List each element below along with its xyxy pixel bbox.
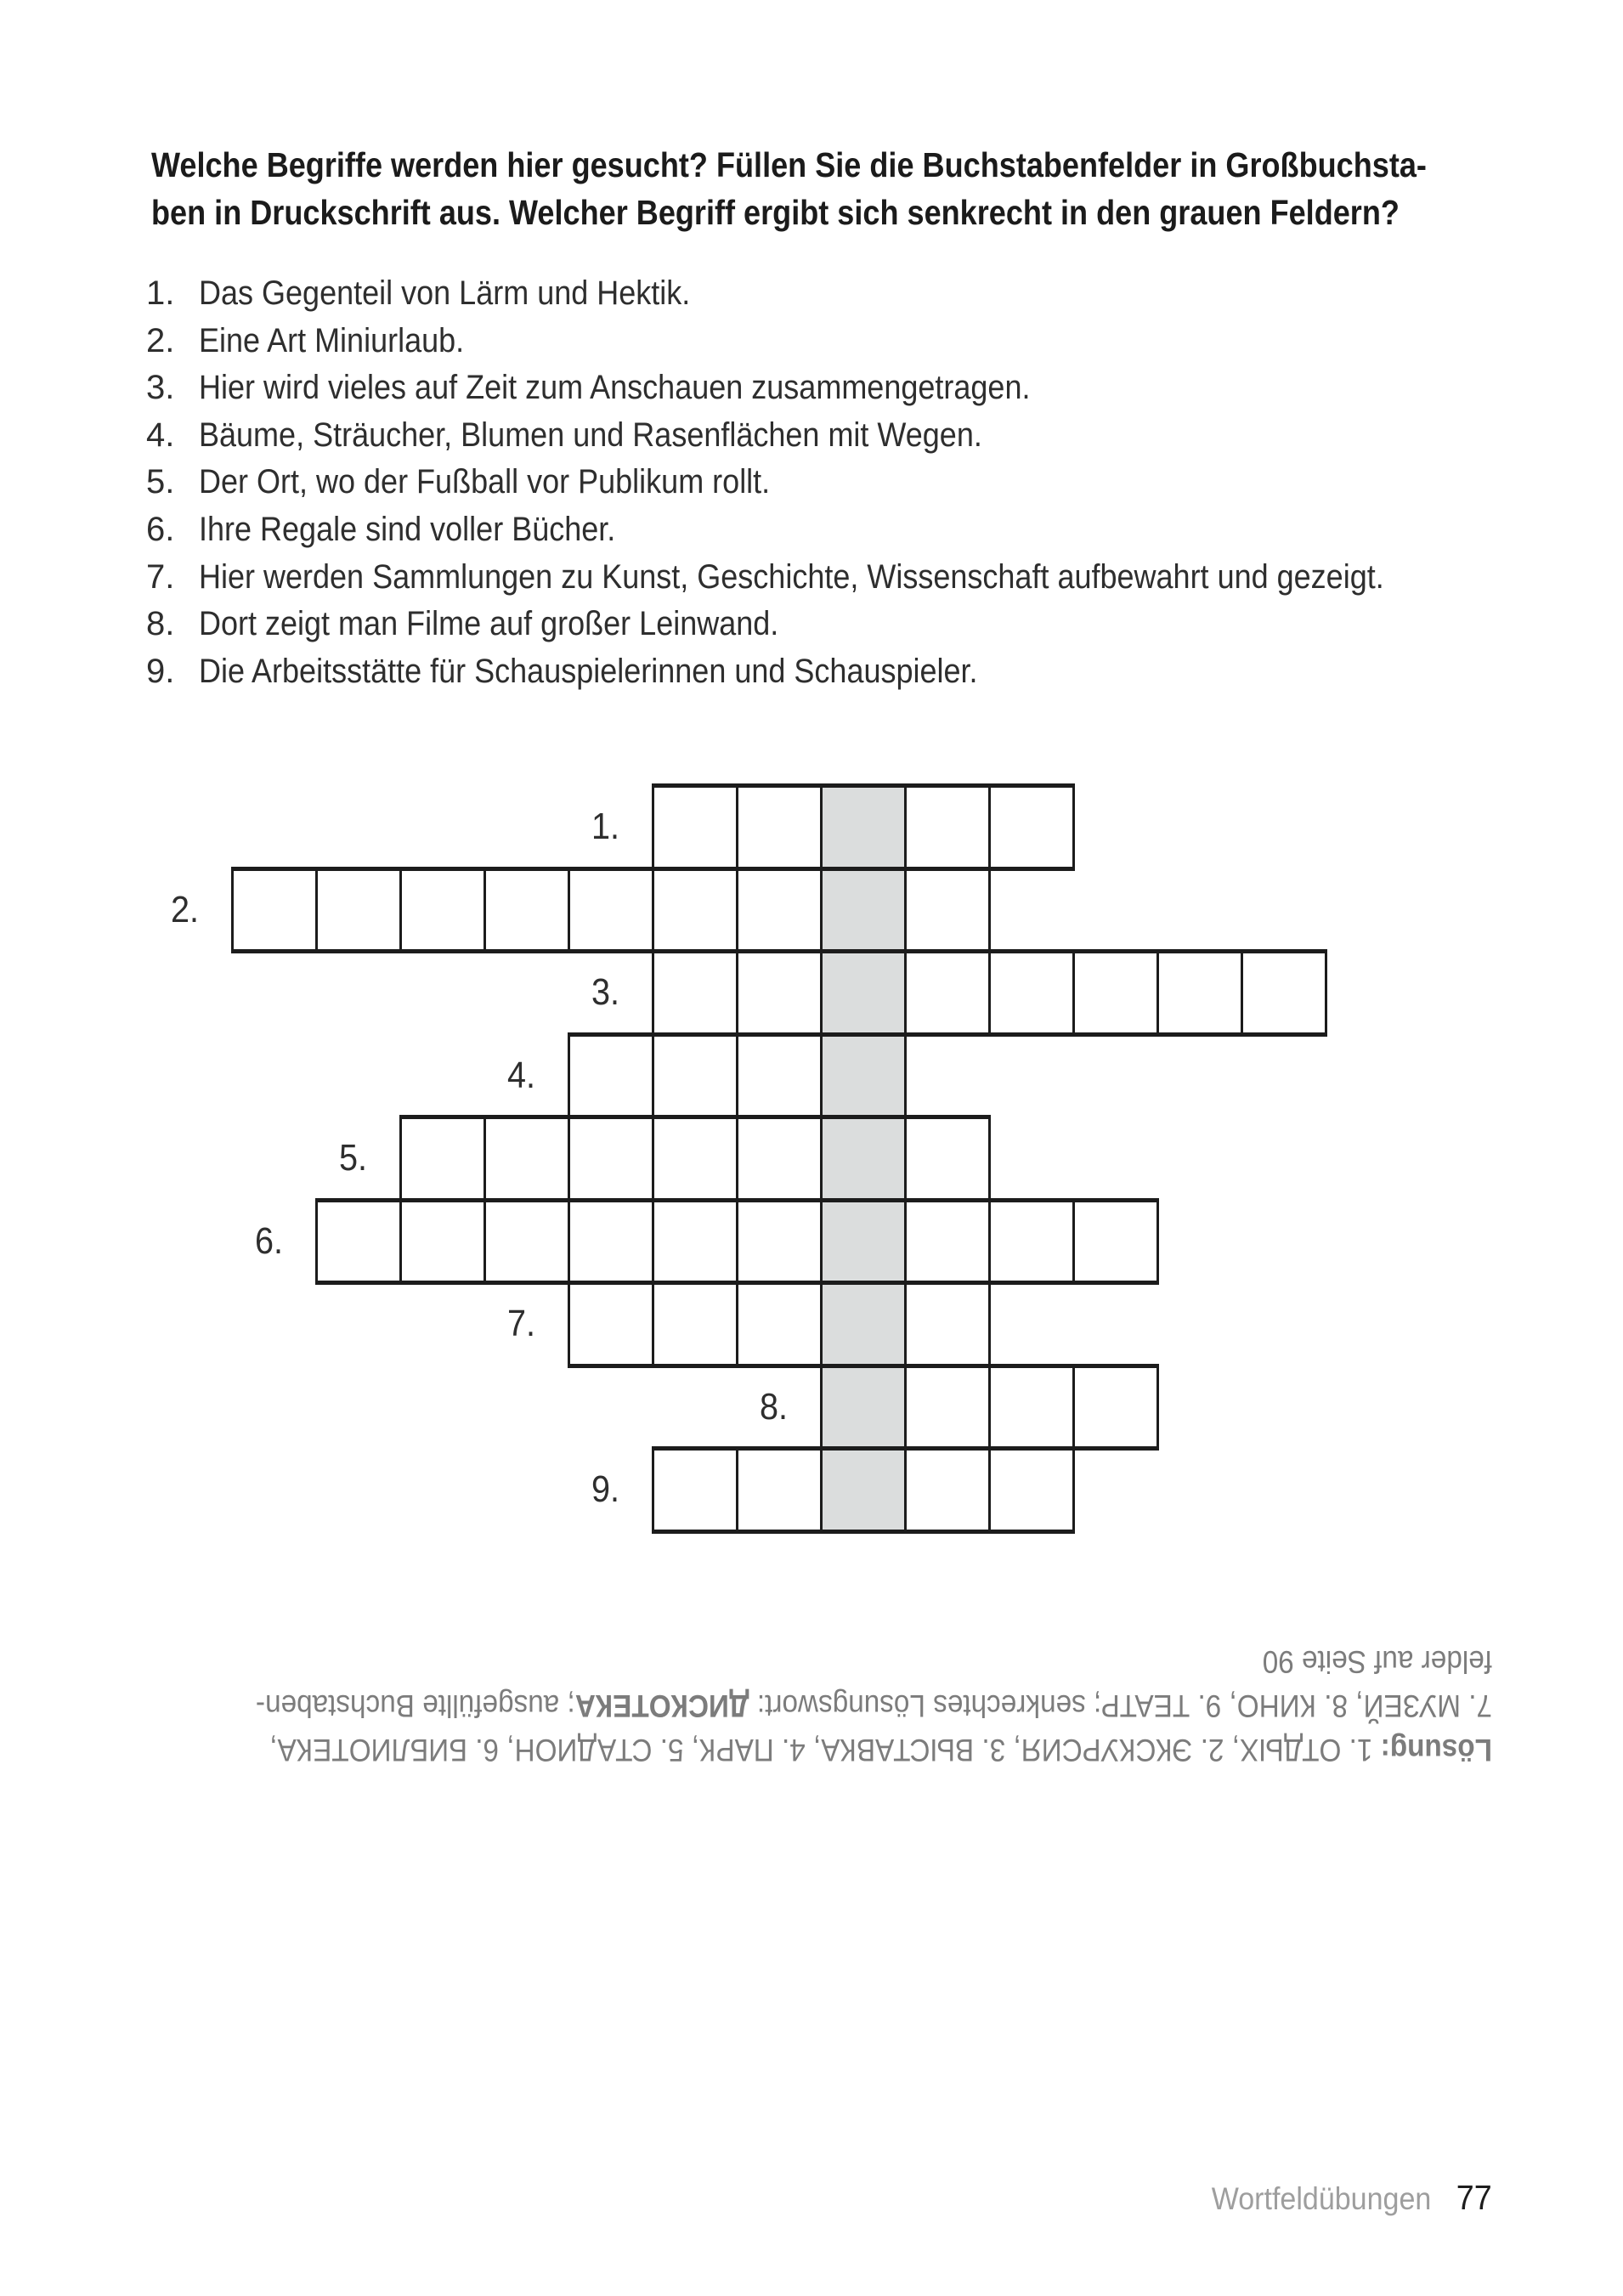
answer-cell[interactable] — [736, 1037, 820, 1116]
answer-cell[interactable] — [399, 1202, 484, 1281]
answer-cell[interactable] — [988, 1451, 1072, 1530]
clue-text: Bäume, Sträucher, Blumen und Rasenflächen mit Wegen. — [199, 416, 982, 454]
clue-number: 9. — [146, 652, 175, 690]
instructions-line-2: ben in Druckschrift aus. Welcher Begriff ergibt sich senkrecht in den grauen Feldern? — [151, 193, 1400, 232]
solution-line-2: 7. МУЗЕЙ, 8. КИНО, 9. ТЕАТР; senkrechtes Lösungswort: ДИСКОТЕКА; ausgefüllte Buchstaben- — [255, 1688, 1492, 1723]
crossword-row-number-7: 7. — [506, 1303, 535, 1345]
answer-cell[interactable] — [231, 871, 315, 950]
crossword-row-number-2: 2. — [170, 888, 199, 930]
answer-cell-highlight[interactable] — [820, 1285, 904, 1364]
answer-cell[interactable] — [736, 1202, 820, 1281]
clue-text: Eine Art Miniurlaub. — [199, 321, 465, 359]
crossword-row-number-4: 4. — [506, 1054, 535, 1096]
answer-cell[interactable] — [652, 871, 736, 950]
crossword-row-number-1: 1. — [591, 806, 619, 848]
answer-cell[interactable] — [652, 1119, 736, 1198]
instructions-line-1: Welche Begriffe werden hier gesucht? Füllen Sie die Buchstabenfelder in Großbuchsta- — [151, 145, 1427, 184]
answer-cell[interactable] — [988, 1202, 1072, 1281]
solution-word: ДИСКОТЕКА — [574, 1688, 749, 1723]
answer-cell[interactable] — [904, 788, 988, 867]
answer-cell[interactable] — [904, 1451, 988, 1530]
answer-cell[interactable] — [736, 953, 820, 1032]
answer-cell[interactable] — [988, 953, 1072, 1032]
answer-cell[interactable] — [568, 1285, 652, 1364]
answer-cell[interactable] — [652, 1202, 736, 1281]
answer-cell[interactable] — [315, 1202, 399, 1281]
answer-cell[interactable] — [904, 1368, 988, 1447]
crossword-row-number-5: 5. — [338, 1137, 367, 1179]
clue-text: Ihre Regale sind voller Bücher. — [199, 510, 616, 548]
crossword-row-number-6: 6. — [254, 1219, 283, 1262]
crossword-row-7 — [568, 1281, 991, 1368]
answer-cell-highlight[interactable] — [820, 1202, 904, 1281]
answer-cell[interactable] — [652, 1037, 736, 1116]
answer-cell[interactable] — [652, 788, 736, 867]
solution-label: Lösung: — [1380, 1733, 1492, 1767]
answer-cell[interactable] — [988, 1368, 1072, 1447]
answer-cell[interactable] — [904, 871, 988, 950]
answer-cell[interactable] — [568, 871, 652, 950]
clue-text: Hier wird vieles auf Zeit zum Anschauen zusammengetragen. — [199, 369, 1031, 407]
crossword-row-number-8: 8. — [759, 1385, 788, 1428]
crossword-row-1 — [652, 783, 1075, 871]
solution-line-1: Lösung: 1. ОТДЫХ, 2. ЭКСКУРСИЯ, 3. ВЫСТАВКА, 4. ПАРК, 5. СТАДИОН, 6. БИБЛИОТЕКА, — [269, 1733, 1492, 1767]
answer-cell[interactable] — [736, 1119, 820, 1198]
answer-cell[interactable] — [484, 1202, 568, 1281]
crossword-row-9 — [652, 1446, 1075, 1534]
answer-cell[interactable] — [736, 871, 820, 950]
answer-cell[interactable] — [568, 1202, 652, 1281]
answer-cell-highlight[interactable] — [820, 1119, 904, 1198]
answer-cell-highlight[interactable] — [820, 1037, 904, 1116]
clue-number: 6. — [146, 510, 175, 548]
answer-cell[interactable] — [1156, 953, 1241, 1032]
clue-number: 4. — [146, 416, 175, 454]
footer-page-number: 77 — [1456, 2178, 1492, 2217]
answer-cell[interactable] — [904, 953, 988, 1032]
answer-cell[interactable] — [1241, 953, 1325, 1032]
crossword-row-8 — [820, 1364, 1159, 1451]
answer-cell[interactable] — [315, 871, 399, 950]
clue-text: Dort zeigt man Filme auf großer Leinwand. — [199, 605, 779, 643]
crossword-row-number-9: 9. — [591, 1468, 619, 1511]
answer-cell-highlight[interactable] — [820, 871, 904, 950]
page-footer — [1212, 2178, 1492, 2218]
crossword-row-3 — [652, 949, 1327, 1037]
crossword-row-5 — [399, 1115, 991, 1202]
answer-cell[interactable] — [652, 953, 736, 1032]
answer-cell[interactable] — [988, 788, 1072, 867]
answer-cell[interactable] — [904, 1119, 988, 1198]
clue-text: Hier werden Sammlungen zu Kunst, Geschichte, Wissenschaft aufbewahrt und gezeigt. — [199, 557, 1384, 596]
answer-cell[interactable] — [904, 1285, 988, 1364]
clue-number: 5. — [146, 463, 175, 501]
answer-cell[interactable] — [652, 1285, 736, 1364]
answer-cell-highlight[interactable] — [820, 1368, 904, 1447]
answer-cell[interactable] — [736, 788, 820, 867]
clue-number: 7. — [146, 557, 175, 596]
answer-cell[interactable] — [904, 1202, 988, 1281]
solution-text-upside-down — [178, 1639, 1492, 1772]
answer-cell-highlight[interactable] — [820, 788, 904, 867]
clue-number: 3. — [146, 369, 175, 407]
answer-cell[interactable] — [568, 1037, 652, 1116]
clue-number: 1. — [146, 274, 175, 312]
clue-text: Die Arbeitsstätte für Schauspielerinnen und Schauspieler. — [199, 652, 978, 690]
answer-cell[interactable] — [484, 1119, 568, 1198]
clue-number: 2. — [146, 321, 175, 359]
crossword-row-4 — [568, 1032, 907, 1120]
answer-cell[interactable] — [736, 1451, 820, 1530]
answer-cell[interactable] — [399, 871, 484, 950]
footer-section-title: Wortfeldübungen — [1211, 2181, 1432, 2216]
crossword-row-2 — [231, 867, 991, 954]
solution-line-3: felder auf Seite 90 — [1262, 1644, 1492, 1679]
clue-text: Der Ort, wo der Fußball vor Publikum rollt. — [199, 463, 771, 501]
answer-cell[interactable] — [1072, 953, 1156, 1032]
answer-cell[interactable] — [399, 1119, 484, 1198]
answer-cell[interactable] — [1072, 1202, 1156, 1281]
answer-cell[interactable] — [736, 1285, 820, 1364]
crossword-row-number-3: 3. — [591, 971, 619, 1014]
answer-cell-highlight[interactable] — [820, 1451, 904, 1530]
answer-cell[interactable] — [1072, 1368, 1156, 1447]
answer-cell-highlight[interactable] — [820, 953, 904, 1032]
answer-cell[interactable] — [568, 1119, 652, 1198]
clue-number: 8. — [146, 605, 175, 643]
answer-cell[interactable] — [484, 871, 568, 950]
answer-cell[interactable] — [652, 1451, 736, 1530]
clue-text: Das Gegenteil von Lärm und Hektik. — [199, 274, 691, 312]
crossword-row-6 — [315, 1198, 1159, 1286]
